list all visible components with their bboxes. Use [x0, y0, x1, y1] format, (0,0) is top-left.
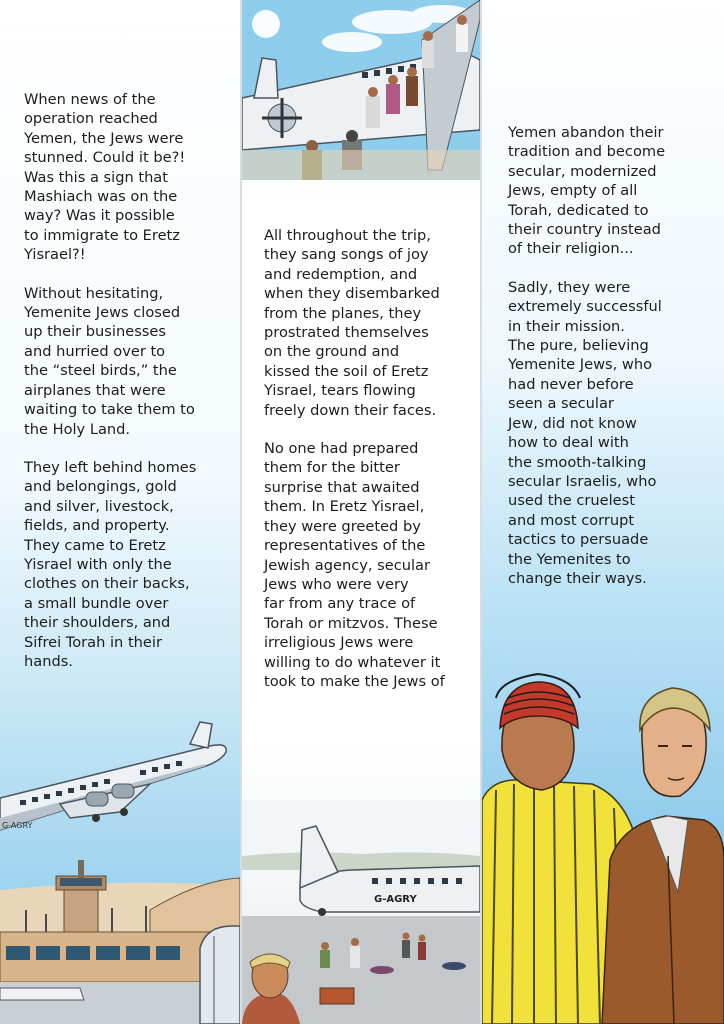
left-panel: [0, 0, 240, 1024]
parked-airplane-tail: [200, 926, 240, 1024]
boarding-airplane-illustration: [242, 0, 480, 180]
left-paragraph-2: Without hesitating, Yemenite Jews closed up their businesses and hurried over to the “steel birds,” the airplanes that were waiting to take them to the Holy Land.: [24, 284, 195, 438]
left-plane-registration: G-AGRY: [2, 821, 33, 830]
control-tower: [56, 860, 106, 932]
arrival-tarmac-illustration: [242, 800, 480, 1024]
middle-paragraph-2: No one had prepared them for the bitter surprise that awaited them. In Eretz Yisrael, they were greeted by representatives of the Jewish agency, secular Jews who were very far from any trace of Torah or mitzvos. These irreligious Jews were willing to do whatever it took to make the Jews of: [264, 440, 445, 690]
left-paragraph-1: When news of the operation reached Yemen, the Jews were stunned. Could it be?! Was this a sign that Mashiach was on the way? Was it possible to immigrate to Eretz Yisrael?!: [24, 91, 186, 264]
airport-takeoff-illustration: [0, 700, 240, 1024]
israeli-man: [602, 688, 724, 1024]
middle-story-text: [264, 226, 480, 710]
left-story-text: [24, 90, 236, 690]
right-paragraph-1: Yemen abandon their tradition and become secular, modernized Jews, empty of all Torah, dedicated to their country instead of their religion...: [508, 124, 666, 258]
right-story-text: [508, 123, 720, 607]
middle-paragraph-1: All throughout the trip, they sang songs of joy and redemption, and when they disembarked from the planes, they prostrated themselves on the ground and kissed the soil of Eretz Yisrael, tears flowing freely down their faces.: [264, 227, 440, 419]
yemenite-and-israeli-illustration: [482, 660, 724, 1024]
left-paragraph-3: They left behind homes and belongings, gold and silver, livestock, fields, and property. They came to Eretz Yisrael with only the clothes on their backs, a small bundle over their shoulders, and Sifrei Torah in their hands.: [24, 458, 197, 670]
departing-airplane: [0, 722, 226, 830]
middle-panel: [240, 0, 482, 1024]
sun-icon: [252, 10, 280, 38]
middle-plane-registration: G-AGRY: [374, 894, 417, 905]
right-panel: [482, 0, 724, 1024]
right-paragraph-2: Sadly, they were extremely successful in their mission. The pure, believing Yemenite Jews, who had never before seen a secular Jew, did not know how to deal with the smooth-talking secular Israelis, who used the cruelest and most corrupt tactics to persuade the Yemenites to change their ways.: [508, 278, 662, 587]
